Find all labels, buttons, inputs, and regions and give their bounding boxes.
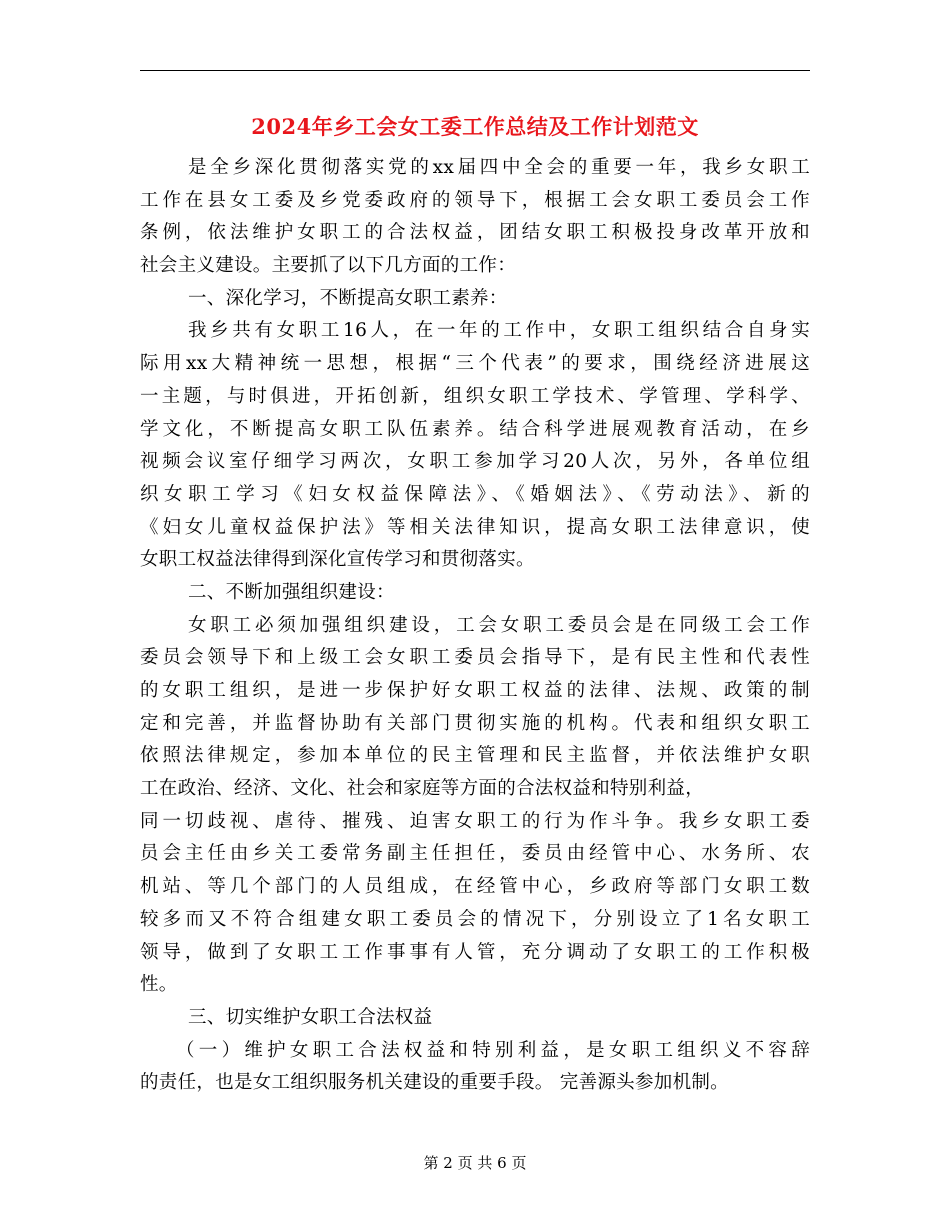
paragraph-line: 条例，依法维护女职工的合法权益，团结女职工积极投身改革开放和: [140, 222, 810, 244]
header-rule: [140, 70, 810, 71]
paragraph-line: 定和完善，并监督协助有关部门贯彻实施的机构。代表和组织女职工: [140, 712, 810, 734]
paragraph-line: 较多而又不符合组建女职工委员会的情况下，分别设立了1名女职工: [140, 908, 810, 930]
paragraph-line: （一）维护女职工合法权益和特别利益，是女职工组织义不容辞: [176, 1039, 810, 1061]
paragraph-line: 员会主任由乡关工委常务副主任担任，委员由经管中心、水务所、农: [140, 843, 810, 865]
paragraph-line: 的女职工组织，是进一步保护好女职工权益的法律、法规、政策的制: [140, 680, 810, 701]
paragraph-line: 社会主义建设。主要抓了以下几方面的工作：: [140, 255, 517, 277]
section-heading: 一、深化学习，不断提高女职工素养：: [188, 287, 508, 309]
paragraph-line: 学文化，不断提高女职工队伍素养。结合科学进展观教育活动，在乡: [140, 418, 810, 440]
paragraph-line: 织女职工学习《妇女权益保障法》、《婚姻法》、《劳动法》、新的: [140, 483, 810, 505]
paragraph-line: 一主题，与时俱进，开拓创新，组织女职工学技术、学管理、学科学、: [140, 385, 810, 407]
paragraph-line: 同一切歧视、虐待、摧残、迫害女职工的行为作斗争。我乡女职工委: [140, 810, 810, 832]
paragraph-line: 依照法律规定，参加本单位的民主管理和民主监督，并依法维护女职: [140, 745, 810, 767]
paragraph-line: 的责任，也是女工组织服务机关建设的重要手段。 完善源头参加机制。: [140, 1072, 729, 1094]
paragraph-line: 领导，做到了女职工工作事事有人管，充分调动了女职工的工作积极: [140, 941, 810, 963]
paragraph-line: 工作在县女工委及乡党委政府的领导下，根据工会女职工委员会工作: [140, 189, 810, 211]
paragraph-line: 机站、等几个部门的人员组成，在经管中心，乡政府等部门女职工数: [140, 876, 810, 898]
paragraph-line: 性。: [140, 974, 178, 996]
document-body: [140, 152, 810, 1100]
paragraph-line: 女职工权益法律得到深化宣传学习和贯彻落实。: [140, 549, 535, 571]
paragraph-line: 我乡共有女职工16人，在一年的工作中，女职工组织结合自身实: [188, 320, 810, 342]
paragraph-line: 工在政治、经济、文化、社会和家庭等方面的合法权益和特别利益，: [140, 778, 705, 800]
paragraph-line: 是全乡深化贯彻落实党的xx届四中全会的重要一年，我乡女职工: [188, 157, 810, 178]
paragraph-line: 《妇女儿童权益保护法》等相关法律知识，提高女职工法律意识，使: [140, 516, 810, 538]
paragraph-line: 委员会领导下和上级工会女职工委员会指导下，是有民主性和代表性: [140, 647, 810, 669]
section-heading: 三、切实维护女职工合法权益: [188, 1006, 433, 1028]
paragraph-line: 女职工必须加强组织建设，工会女职工委员会是在同级工会工作: [188, 614, 810, 636]
page-number: 第 2 页 共 6 页: [423, 1154, 527, 1172]
section-heading: 二、不断加强组织建设：: [188, 581, 395, 603]
document-title: 2024年乡工会女工委工作总结及工作计划范文: [251, 114, 699, 139]
paragraph-line: 视频会议室仔细学习两次，女职工参加学习20人次，另外，各单位组: [140, 451, 810, 473]
paragraph-line: 际用xx大精神统一思想，根据“三个代表”的要求，围绕经济进展这: [140, 353, 810, 375]
